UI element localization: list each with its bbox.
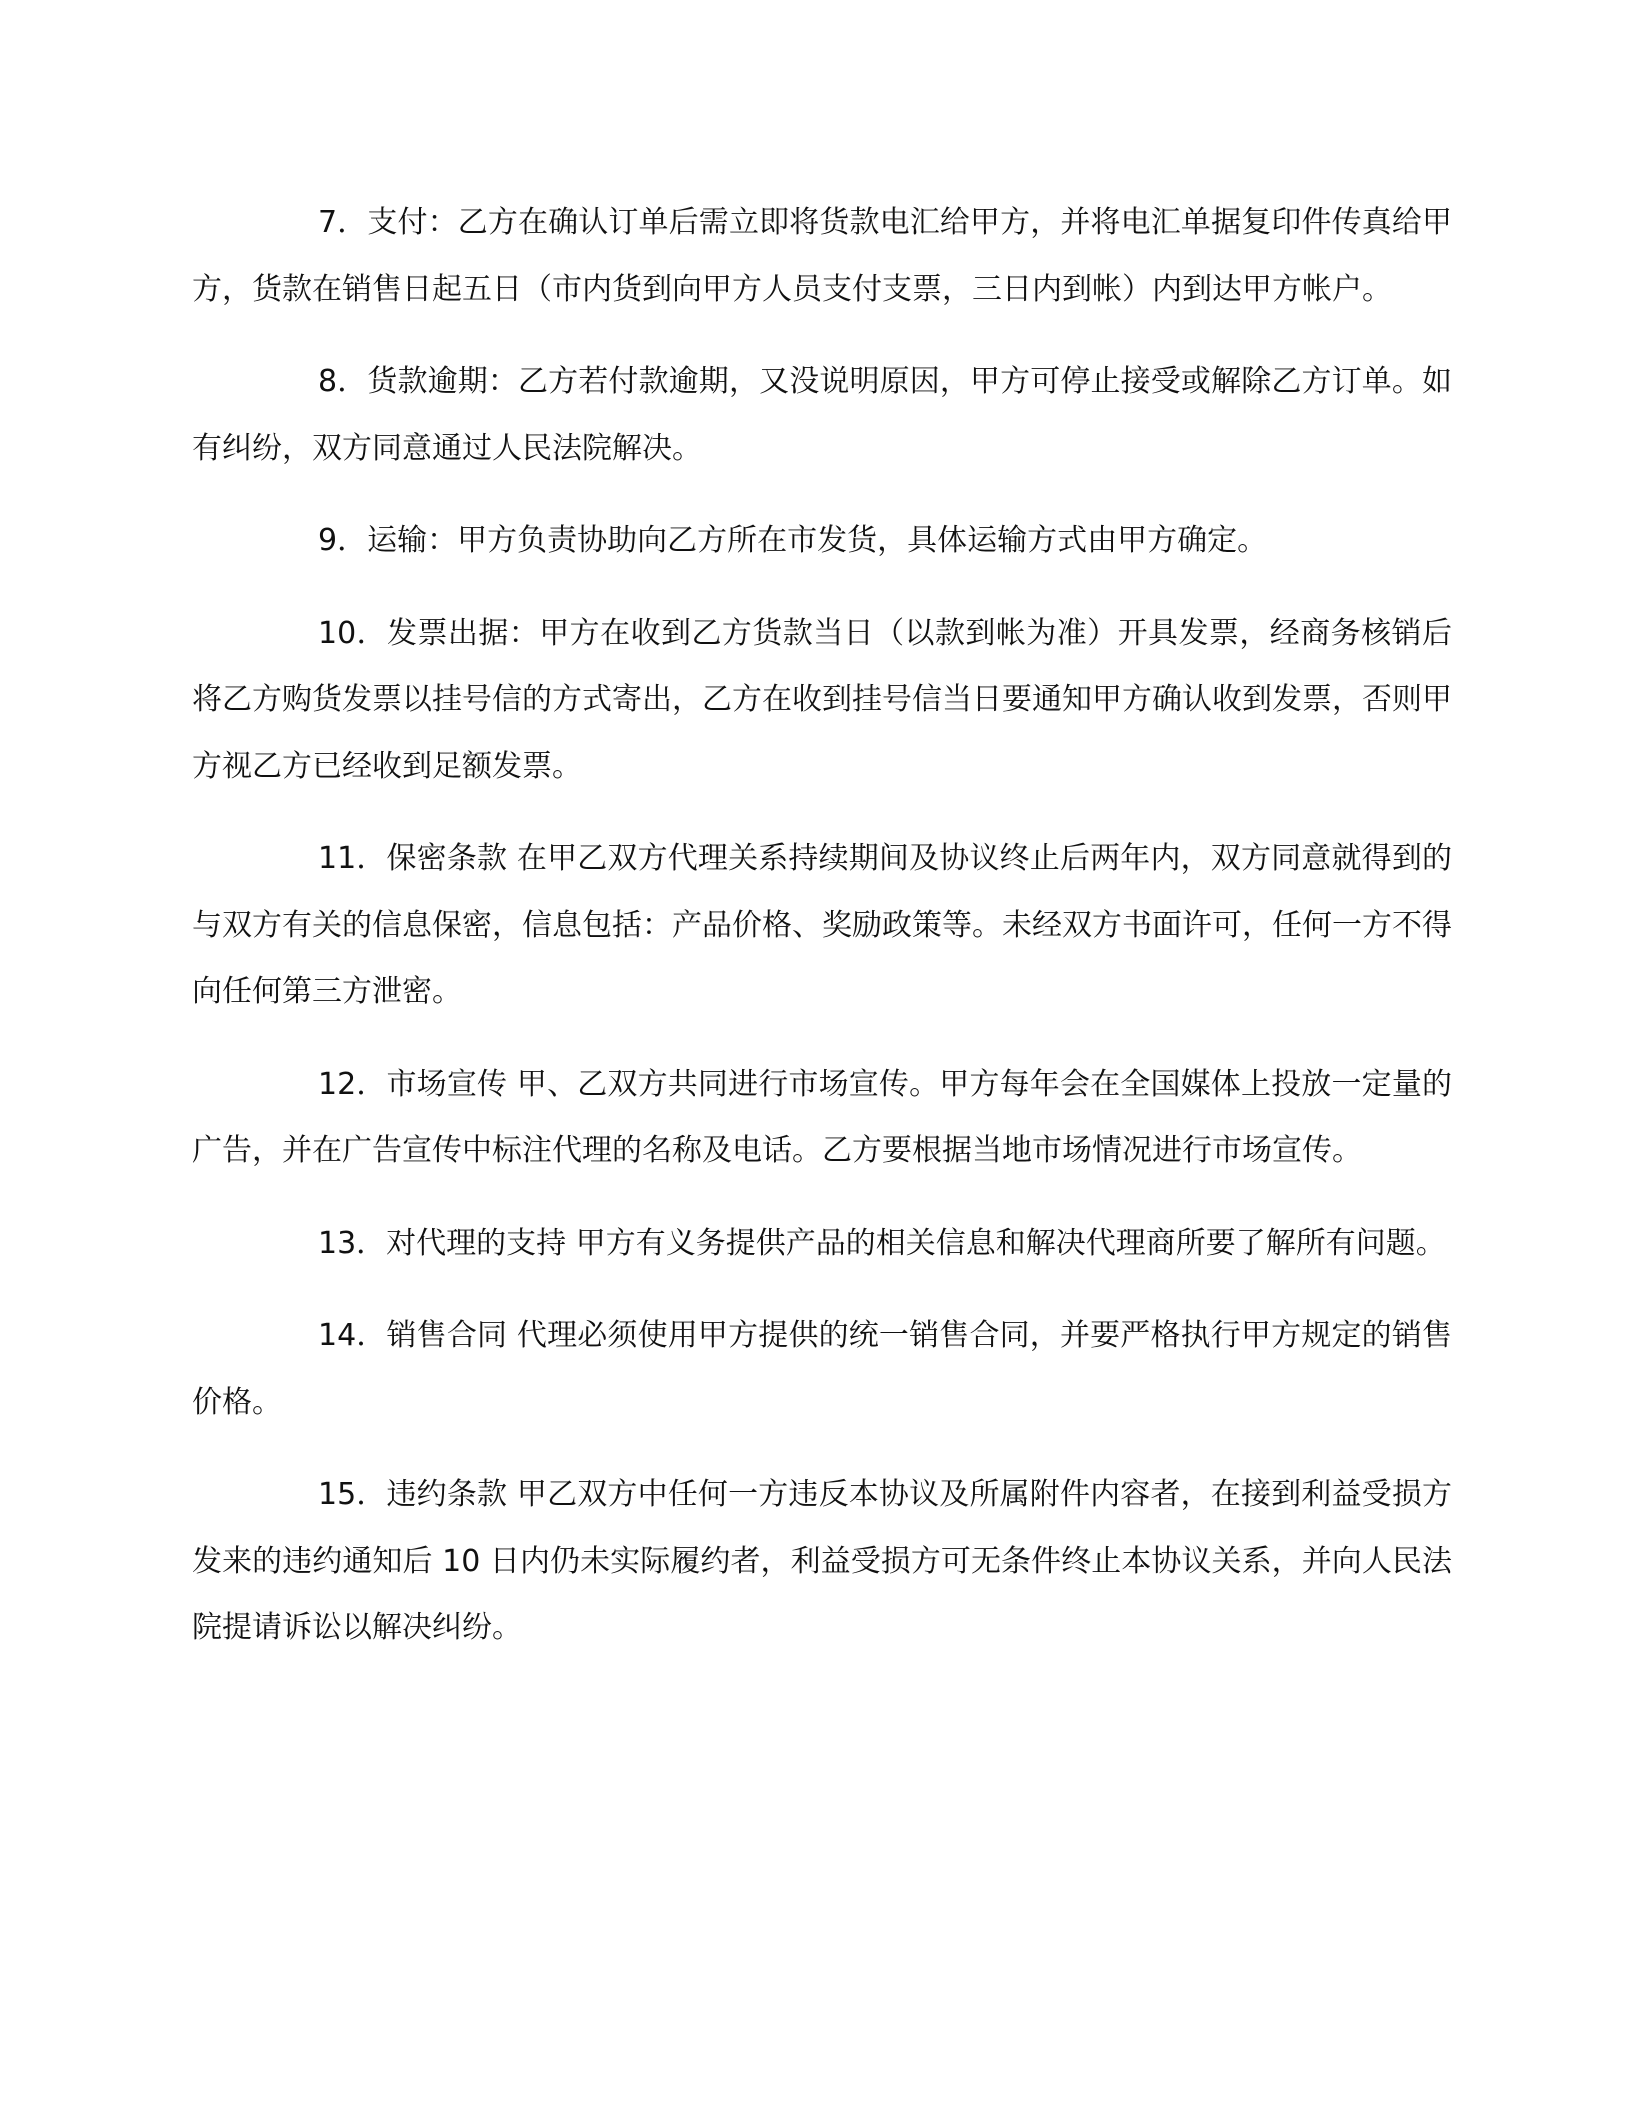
clause-14: [192, 1303, 1452, 1436]
clause-9: [192, 508, 1452, 575]
clause-13: [192, 1211, 1452, 1278]
document-body: [192, 190, 1452, 1688]
clause-7-line-1: 7．支付：乙方在确认订单后需立即将货款电汇给甲方，并将电汇单据复印件传: [318, 205, 1362, 240]
clause-15-line-2: 受损方发来的违约通知后 10 日内仍未实际履约者，利益受损方可无条件终止本协议关系，: [192, 1477, 1452, 1579]
clause-7: [192, 190, 1452, 323]
clause-11-line-3: 任何一方不得向任何第三方泄密。: [192, 907, 1452, 1009]
clause-12-line-2: 定量的广告，并在广告宣传中标注代理的名称及电话。乙方要根据当地市场情况进行市: [192, 1066, 1452, 1168]
clause-8: [192, 349, 1452, 482]
clause-12-line-3: 场宣传。: [1242, 1133, 1362, 1168]
clause-10-line-1: 10．发票出据：甲方在收到乙方货款当日（以款到帐为准）开具发票，经商务: [318, 615, 1362, 651]
clause-13-line-1: 13．对代理的支持 甲方有义务提供产品的相关信息和解决代理商所要了解所有: [318, 1225, 1356, 1261]
clause-12-line-1: 12．市场宣传 甲、乙双方共同进行市场宣传。甲方每年会在全国媒体上投放一: [318, 1066, 1362, 1102]
clause-11: [192, 826, 1452, 1026]
clause-13-line-2: 问题。: [1355, 1225, 1446, 1261]
clause-8-line-1: 8．货款逾期：乙方若付款逾期，又没说明原因，甲方可停止接受或解除乙方订: [318, 364, 1362, 399]
clause-11-line-2: 得到的与双方有关的信息保密，信息包括：产品价格、奖励政策等。未经双方书面许可，: [192, 841, 1452, 943]
clause-7-line-3: 甲方帐户。: [1242, 271, 1392, 307]
clause-15: [192, 1462, 1452, 1662]
clause-10: [192, 601, 1452, 801]
clause-10-line-2: 核销后将乙方购货发票以挂号信的方式寄出，乙方在收到挂号信当日要通知甲方确认收: [192, 615, 1452, 717]
clause-15-line-1: 15．违约条款 甲乙双方中任何一方违反本协议及所属附件内容者，在接到利益: [318, 1477, 1362, 1512]
clause-8-line-2: 单。如有纠纷，双方同意通过人民法院解决。: [192, 364, 1452, 466]
clause-7-line-2: 真给甲方，货款在销售日起五日（市内货到向甲方人员支付支票，三日内到帐）内到达: [192, 205, 1452, 307]
clause-9-line-1: 9．运输：甲方负责协助向乙方所在市发货，具体运输方式由甲方确定。: [318, 523, 1268, 558]
clause-15-line-3: 并向人民法院提请诉讼以解决纠纷。: [192, 1543, 1453, 1645]
clause-11-line-1: 11．保密条款 在甲乙双方代理关系持续期间及协议终止后两年内，双方同意就: [318, 841, 1362, 876]
clause-12: [192, 1052, 1452, 1185]
clause-10-line-3: 到发票，否则甲方视乙方已经收到足额发票。: [192, 682, 1452, 784]
clause-14-line-2: 的销售价格。: [192, 1318, 1452, 1420]
clause-14-line-1: 14．销售合同 代理必须使用甲方提供的统一销售合同，并要严格执行甲方规定: [318, 1318, 1362, 1353]
